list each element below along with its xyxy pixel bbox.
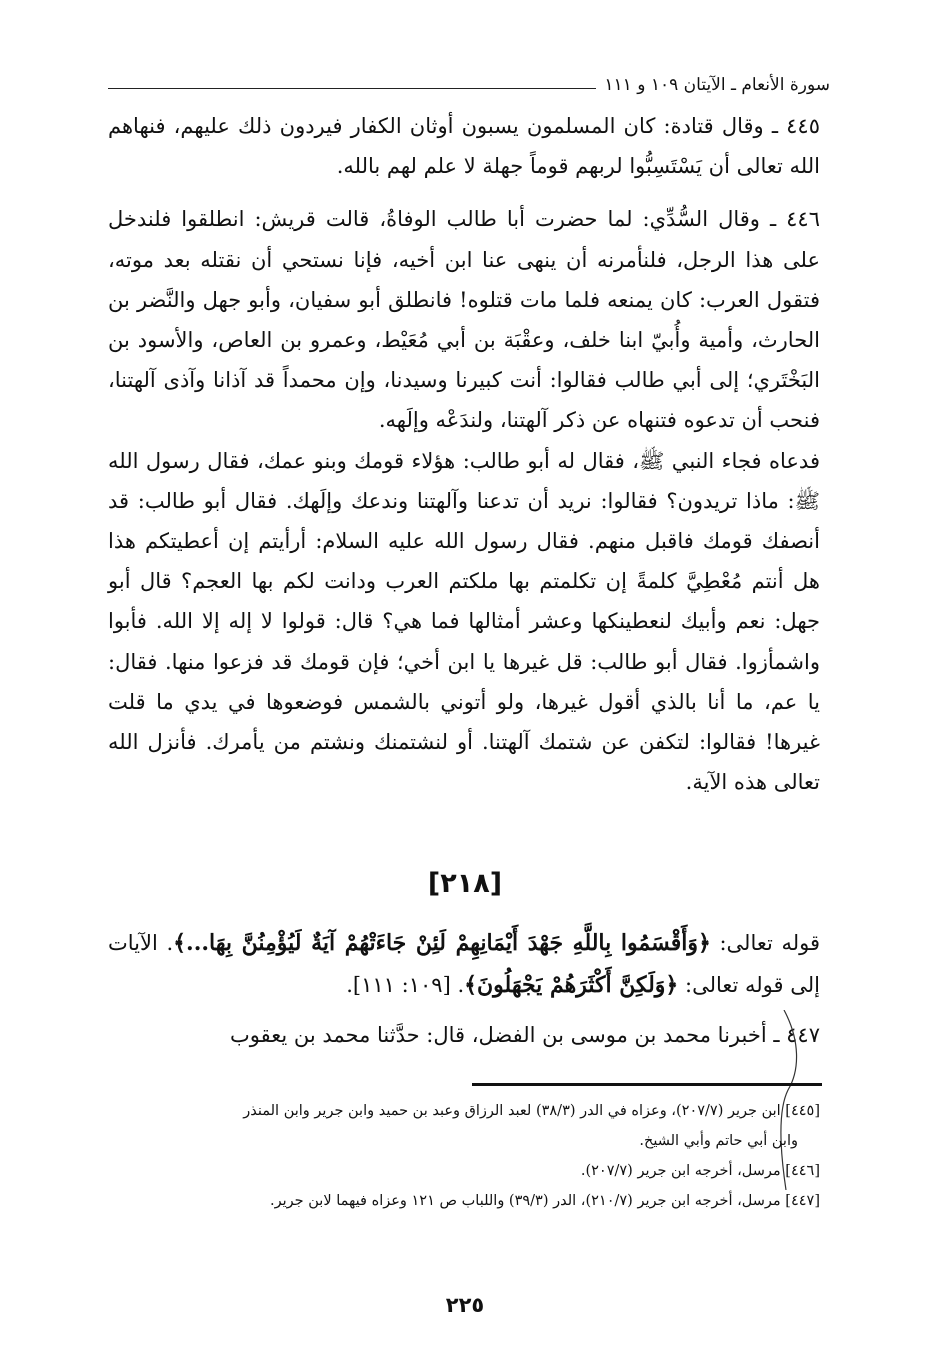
page-number: ٢٢٥: [445, 1293, 485, 1317]
verse-intro-prefix: قوله تعالى:: [710, 931, 820, 955]
quran-verse-2: ﴿وَلَكِنَّ أَكْثَرَهُمْ يَجْهَلُونَ﴾: [464, 972, 679, 998]
footnotes: [108, 1097, 820, 1217]
footnote-447: [٤٤٧] مرسل، أخرجه ابن جرير (٢١٠/٧)، الدر (٣٩/٣) واللباب ص ١٢١ وعزاه فيهما لابن جرير.: [270, 1193, 820, 1209]
footnote-445: [٤٤٥] ابن جرير (٢٠٧/٧)، وعزاه في الدر (٣٨/٣) لعبد الرزاق وعبد بن حميد وابن جرير وابن المنذر: [243, 1103, 820, 1119]
paragraph-447: ٤٤٧ ـ أخبرنا محمد بن موسى بن الفضل، قال: حدَّثنا محمد بن يعقوب: [229, 1023, 820, 1047]
verse-intro-middle: . الآيات إلى قوله تعالى:: [108, 931, 820, 997]
running-header: [108, 72, 830, 98]
section-number: [٢١٨]: [427, 868, 503, 899]
footnote-rule: [472, 1083, 822, 1086]
running-title: سورة الأنعام ـ الآيتان ١٠٩ و ١١١: [596, 72, 830, 98]
section-text: [108, 922, 820, 1056]
footnote-445-continued: وابن أبي حاتم وأبي الشيخ.: [639, 1133, 798, 1149]
paragraph-446: ٤٤٦ ـ وقال السُّدِّي: لما حضرت أبا طالب الوفاةُ، قالت قريش: انطلقوا فلندخل على هذا الرجل، فلنأمرنه أن ينهى عنا ابن أخيه، فإنا نستحي أن نقتله بعد موته، فتقول العرب: كان يمنعه فلما مات قتلوه! فانطلق أبو سفيان، وأبو جهل والنَّضر بن الحارث، وأمية وأُبيّ ابنا خلف، وعقْبَة بن أبي مُعَيْط، وعمرو بن العاص، والأسود بن البَخْتَري؛ إلى أبي طالب فقالوا: أنت كبيرنا وسيدنا، وإن محمداً قد آذانا وآذى آلهتنا، فنحب أن تدعوه فتنهاه عن ذكر آلهتنا، ولندَعْه وإلَهه.: [108, 207, 820, 433]
main-text: [108, 106, 820, 802]
paragraph-445: ٤٤٥ ـ وقال قتادة: كان المسلمون يسبون أوثان الكفار فيردون ذلك عليهم، فنهاهم الله تعالى أن يَسْتَسِبُّوا لربهم قوماً جهلة لا علم لهم بالله.: [108, 114, 820, 179]
paragraph-446-continued: فدعاه فجاء النبي ﷺ، فقال له أبو طالب: هؤلاء قومك وبنو عمك، فقال رسول الله ﷺ: ماذا تريدون؟ فقالوا: نريد أن تدعنا وآلهتنا وندعك وإلَهك. فقال أبو طالب: قد أنصفك قومك فاقبل منهم. فقال رسول الله عليه السلام: أرأيتم إن أعطيتكم هذا هل أنتم مُعْطِيَّ كلمةً إن تكلمتم بها ملكتم العرب ودانت لكم بها العجم؟ قال أبو جهل: نعم وأبيك لنعطينكها وعشر أمثالها فما هي؟ قال: قولوا لا إله إلا الله. فأبوا واشمأزوا. فقال أبو طالب: قل غيرها يا ابن أخي؛ فإن قومك قد فزعوا منها. فقال: يا عم، ما أنا بالذي أقول غيرها، ولو أتوني بالشمس فوضعوها في يدي ما قلت غيرها! فقالوا: لتكفن عن شتمك آلهتنا. أو لنشتمنك ونشتم من يأمرك. فأنزل الله تعالى هذه الآية.: [108, 448, 820, 795]
footnote-446: [٤٤٦] مرسل، أخرجه ابن جرير (٢٠٧/٧).: [580, 1163, 820, 1179]
verse-intro: [108, 922, 820, 1006]
quran-verse-1: ﴿وَأَقْسَمُوا بِاللَّهِ جَهْدَ أَيْمَانِهِمْ لَئِنْ جَاءَتْهُمْ آيَةٌ لَيُؤْمِنُنَّ بِهَا...﴾: [173, 930, 711, 956]
verse-reference: . [١٠٩: ١١١].: [346, 973, 465, 997]
